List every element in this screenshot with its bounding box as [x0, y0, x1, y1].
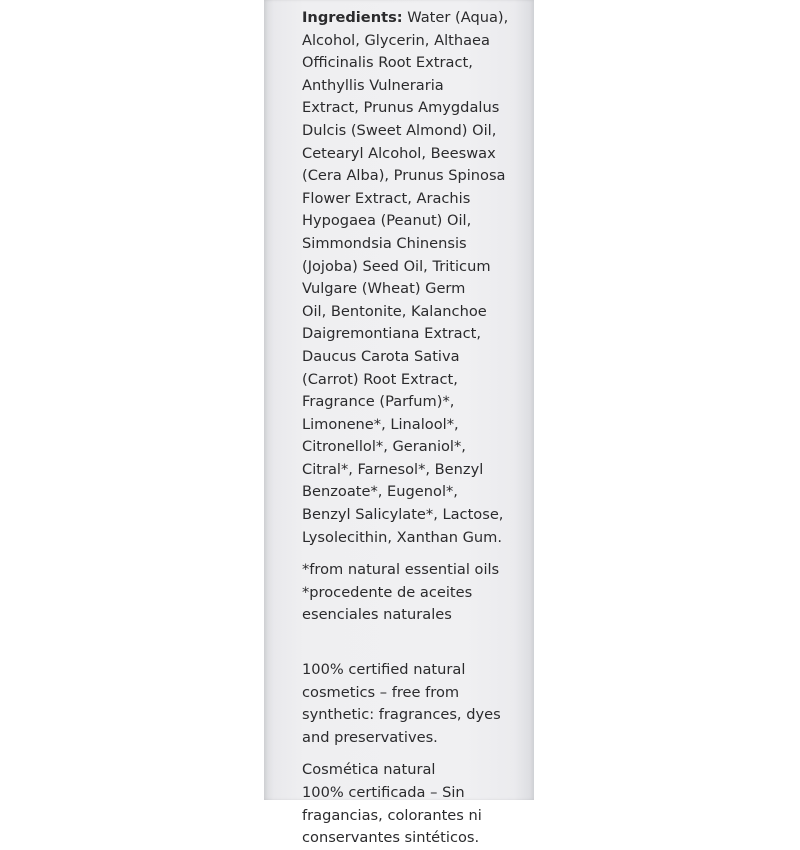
- ingredients-line: Lysolecithin, Xanthan Gum.: [302, 528, 503, 546]
- certified-es-line: Cosmética natural: [302, 761, 436, 779]
- ingredients-line: Daigremontiana Extract,: [302, 325, 482, 343]
- footnote-line: *procedente de aceites: [302, 583, 473, 601]
- ingredients-line: Cetearyl Alcohol, Beeswax: [302, 144, 496, 162]
- certified-en-line: cosmetics – free from: [302, 683, 460, 701]
- ingredients-label: Ingredients:: [302, 9, 403, 26]
- ingredients-line: Citronellol*, Geraniol*,: [302, 438, 466, 456]
- ingredients-line: Benzoate*, Eugenol*,: [302, 483, 458, 501]
- ingredients-line: (Carrot) Root Extract,: [302, 370, 458, 388]
- ingredients-line: Officinalis Root Extract,: [302, 54, 473, 72]
- certified-en-line: 100% certified natural: [302, 661, 466, 679]
- certified-en-line: and preservatives.: [302, 728, 438, 746]
- spacer: [302, 749, 534, 759]
- ingredients-line: Flower Extract, Arachis: [302, 189, 471, 207]
- ingredients-line: Vulgare (Wheat) Germ: [302, 280, 466, 298]
- spacer: [302, 627, 534, 659]
- footnote-line: *from natural essential oils: [302, 561, 500, 579]
- ingredients-line: Benzyl Salicylate*, Lactose,: [302, 506, 504, 524]
- ingredients-text-block: [302, 7, 534, 850]
- certified-es-line: conservantes sintéticos.: [302, 829, 480, 847]
- ingredients-line: Alcohol, Glycerin, Althaea: [302, 31, 490, 49]
- ingredients-line: Citral*, Farnesol*, Benzyl: [302, 460, 484, 478]
- ingredients-line: Anthyllis Vulneraria: [302, 76, 444, 94]
- ingredients-line: (Jojoba) Seed Oil, Triticum: [302, 257, 491, 275]
- ingredients-line: Ingredients: Water (Aqua),: [302, 9, 509, 26]
- certified-es-line: fragancias, colorantes ni: [302, 806, 482, 824]
- ingredients-line: Fragrance (Parfum)*,: [302, 393, 455, 411]
- ingredients-line: Hypogaea (Peanut) Oil,: [302, 212, 472, 230]
- ingredients-line: Simmondsia Chinensis: [302, 234, 467, 252]
- certified-es-line: 100% certificada – Sin: [302, 784, 465, 801]
- spacer: [302, 549, 534, 559]
- ingredients-line: Dulcis (Sweet Almond) Oil,: [302, 121, 497, 139]
- footnote-line: esenciales naturales: [302, 606, 452, 624]
- ingredients-line: Oil, Bentonite, Kalanchoe: [302, 302, 487, 320]
- ingredients-line: Limonene*, Linalool*,: [302, 415, 459, 433]
- ingredients-line: Daucus Carota Sativa: [302, 347, 460, 365]
- certified-en-line: synthetic: fragrances, dyes: [302, 706, 501, 724]
- ingredients-line: Extract, Prunus Amygdalus: [302, 99, 500, 117]
- ingredients-line: (Cera Alba), Prunus Spinosa: [302, 167, 506, 185]
